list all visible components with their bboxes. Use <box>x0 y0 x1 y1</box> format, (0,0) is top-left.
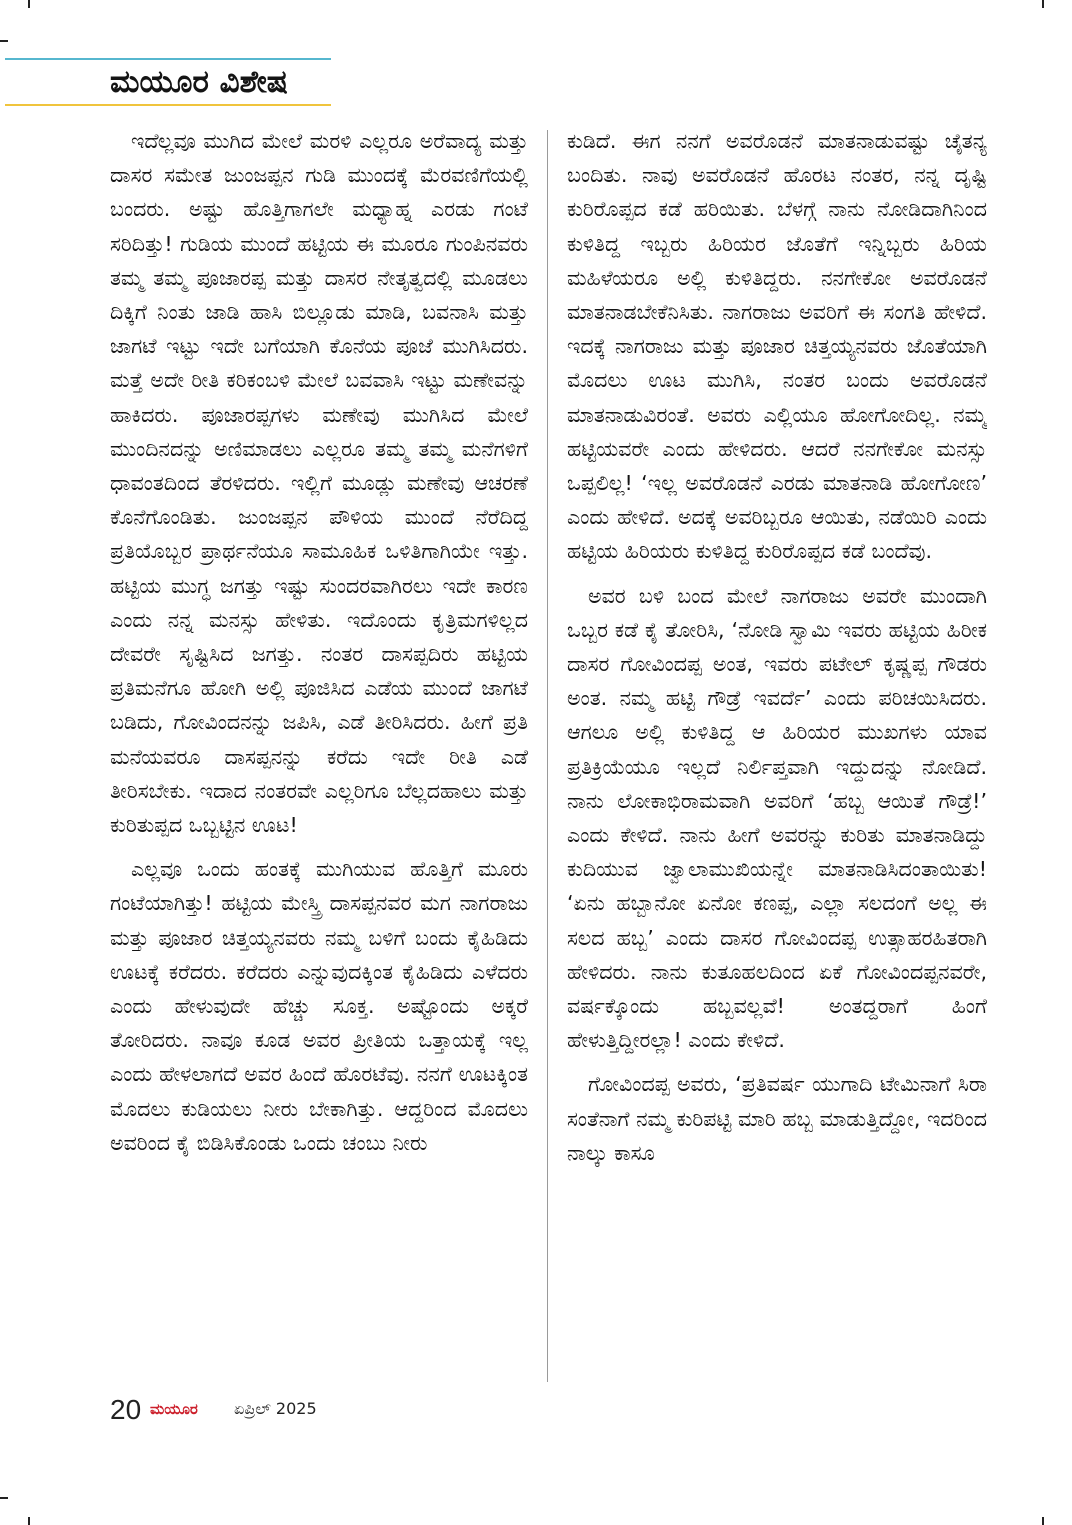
crop-mark-bottom-left <box>28 1517 30 1525</box>
article-column-left <box>110 124 528 1380</box>
crop-mark-left-lower <box>0 1497 8 1499</box>
header-rule-top <box>5 58 331 60</box>
page-number: 20 <box>110 1394 142 1425</box>
crop-mark-left-upper <box>0 40 8 42</box>
paragraph: ಗೋವಿಂದಪ್ಪ ಅವರು, ‘ಪ್ರತಿವರ್ಷ ಯುಗಾದಿ ಟೇಮಿನಾಗೆ ಸಿರಾ ಸಂತೆನಾಗೆ ನಮ್ಮ ಕುರಿಪಟ್ಟಿ ಮಾರಿ ಹಬ್ಬ ಮಾಡುತ್ತಿದ್ದೋ, ಇದರಿಂದ ನಾಲ್ಕು ಕಾಸೂ <box>567 1072 987 1165</box>
paragraph: ಕುಡಿದೆ. ಈಗ ನನಗೆ ಅವರೊಡನೆ ಮಾತನಾಡುವಷ್ಟು ಚೈತನ್ಯ ಬಂದಿತು. ನಾವು ಅವರೊಡನೆ ಹೊರಟ ನಂತರ, ನನ್ನ ದೃಷ್ಟಿ ಕುರಿರೊಪ್ಪದ ಕಡೆ ಹರಿಯಿತು. ಬೆಳಗ್ಗೆ ನಾನು ನೋಡಿದಾಗಿನಿಂದ ಕುಳಿತಿದ್ದ ಇಬ್ಬರು ಹಿರಿಯರ ಜೊತೆಗೆ ಇನ್ನಿಬ್ಬರು ಹಿರಿಯ ಮಹಿಳೆಯರೂ ಅಲ್ಲಿ ಕುಳಿತಿದ್ದರು. ನನಗೇಕೋ ಅವರೊಡನೆ ಮಾತನಾಡಬೇಕೆನಿಸಿತು. ನಾಗರಾಜು ಅವರಿಗೆ ಈ ಸಂಗತಿ ಹೇಳಿದೆ. ಇದಕ್ಕೆ ನಾಗರಾಜು ಮತ್ತು ಪೂಜಾರ ಚಿತ್ತಯ್ಯನವರು ಜೊತೆಯಾಗಿ ಮೊದಲು ಊಟ ಮುಗಿಸಿ, ನಂತರ ಬಂದು ಅವರೊಡನೆ ಮಾತನಾಡುವಿರಂತೆ. ಅವರು ಎಲ್ಲಿಯೂ ಹೋಗೋದಿಲ್ಲ. ನಮ್ಮ ಹಟ್ಟಿಯವರೇ ಎಂದು ಹೇಳಿದರು. ಆದರೆ ನನಗೇಕೋ ಮನಸ್ಸು ಒಪ್ಪಲಿಲ್ಲ! ‘ಇಲ್ಲ ಅವರೊಡನೆ ಎರಡು ಮಾತನಾಡಿ ಹೋಗೋಣ’ ಎಂದು ಹೇಳಿದೆ. ಅದಕ್ಕೆ ಅವರಿಬ್ಬರೂ ಆಯಿತು, ನಡೆಯಿರಿ ಎಂದು ಹಟ್ಟಿಯ ಹಿರಿಯರು ಕುಳಿತಿದ್ದ ಕುರಿರೊಪ್ಪದ ಕಡೆ ಬಂದೆವು. <box>567 129 987 564</box>
article-column-right <box>567 124 987 1380</box>
paragraph: ಇದೆಲ್ಲವೂ ಮುಗಿದ ಮೇಲೆ ಮರಳಿ ಎಲ್ಲರೂ ಅರೆವಾದ್ಯ ಮತ್ತು ದಾಸರ ಸಮೇತ ಜುಂಜಪ್ಪನ ಗುಡಿ ಮುಂದಕ್ಕೆ ಮೆರವಣಿಗೆಯಲ್ಲಿ ಬಂದರು. ಅಷ್ಟು ಹೊತ್ತಿಗಾಗಲೇ ಮಧ್ಯಾಹ್ನ ಎರಡು ಗಂಟೆ ಸರಿದಿತ್ತು! ಗುಡಿಯ ಮುಂದೆ ಹಟ್ಟಿಯ ಈ ಮೂರೂ ಗುಂಪಿನವರು ತಮ್ಮ ತಮ್ಮ ಪೂಜಾರಪ್ಪ ಮತ್ತು ದಾಸರ ನೇತೃತ್ವದಲ್ಲಿ ಮೂಡಲು ದಿಕ್ಕಿಗೆ ನಿಂತು ಜಾಡಿ ಹಾಸಿ ಬಿಲ್ಲೂಡು ಮಾಡಿ, ಬವನಾಸಿ ಮತ್ತು ಜಾಗಟೆ ಇಟ್ಟು ಇದೇ ಬಗೆಯಾಗಿ ಕೊನೆಯ ಪೂಜೆ ಮುಗಿಸಿದರು. ಮತ್ತೆ ಅದೇ ರೀತಿ ಕರಿಕಂಬಳಿ ಮೇಲೆ ಬವವಾಸಿ ಇಟ್ಟು ಮಣೇವನ್ನು ಹಾಕಿದರು. ಪೂಜಾರಪ್ಪಗಳು ಮಣೇವು ಮುಗಿಸಿದ ಮೇಲೆ ಮುಂದಿನದನ್ನು ಅಣಿಮಾಡಲು ಎಲ್ಲರೂ ತಮ್ಮ ತಮ್ಮ ಮನೆಗಳಿಗೆ ಧಾವಂತದಿಂದ ತೆರಳಿದರು. ಇಲ್ಲಿಗೆ ಮೂಡ್ಲು ಮಣೇವು ಆಚರಣೆ ಕೊನೆಗೊಂಡಿತು. ಜುಂಜಪ್ಪನ ಪೌಳಿಯ ಮುಂದೆ ನೆರೆದಿದ್ದ ಪ್ರತಿಯೊಬ್ಬರ ಪ್ರಾರ್ಥನೆಯೂ ಸಾಮೂಹಿಕ ಒಳಿತಿಗಾಗಿಯೇ ಇತ್ತು. ಹಟ್ಟಿಯ ಮುಗ್ಧ ಜಗತ್ತು ಇಷ್ಟು ಸುಂದರವಾಗಿರಲು ಇದೇ ಕಾರಣ ಎಂದು ನನ್ನ ಮನಸ್ಸು ಹೇಳಿತು. ಇದೊಂದು ಕೃತ್ರಿಮಗಳಿಲ್ಲದ ದೇವರೇ ಸೃಷ್ಟಿಸಿದ ಜಗತ್ತು. ನಂತರ ದಾಸಪ್ಪದಿರು ಹಟ್ಟಿಯ ಪ್ರತಿಮನೆಗೂ ಹೋಗಿ ಅಲ್ಲಿ ಪೂಜಿಸಿದ ಎಡೆಯ ಮುಂದೆ ಜಾಗಟೆ ಬಡಿದು, ಗೋವಿಂದನನ್ನು ಜಪಿಸಿ, ಎಡೆ ತೀರಿಸಿದರು. ಹೀಗೆ ಪ್ರತಿ ಮನೆಯವರೂ ದಾಸಪ್ಪನನ್ನು ಕರೆದು ಇದೇ ರೀತಿ ಎಡೆ ತೀರಿಸಬೇಕು. ಇದಾದ ನಂತರವೇ ಎಲ್ಲರಿಗೂ ಬೆಲ್ಲದಹಾಲು ಮತ್ತು ಕುರಿತುಪ್ಪದ ಒಬ್ಬಟ್ಟಿನ ಊಟ! <box>110 129 528 838</box>
paragraph: ಅವರ ಬಳಿ ಬಂದ ಮೇಲೆ ನಾಗರಾಜು ಅವರೇ ಮುಂದಾಗಿ ಒಬ್ಬರ ಕಡೆ ಕೈ ತೋರಿಸಿ, ‘ನೋಡಿ ಸ್ವಾಮಿ ಇವರು ಹಟ್ಟಿಯ ಹಿರೀಕ ದಾಸರ ಗೋವಿಂದಪ್ಪ ಅಂತ, ಇವರು ಪಟೇಲ್ ಕೃಷ್ಣಪ್ಪ ಗೌಡರು ಅಂತ. ನಮ್ಮ ಹಟ್ಟಿ ಗೌಡ್ರೆ ಇವರ್ದೆ’ ಎಂದು ಪರಿಚಯಿಸಿದರು. ಆಗಲೂ ಅಲ್ಲಿ ಕುಳಿತಿದ್ದ ಆ ಹಿರಿಯರ ಮುಖಗಳು ಯಾವ ಪ್ರತಿಕ್ರಿಯೆಯೂ ಇಲ್ಲದೆ ನಿರ್ಲಿಪ್ತವಾಗಿ ಇದ್ದುದನ್ನು ನೋಡಿದೆ. ನಾನು ಲೋಕಾಭಿರಾಮವಾಗಿ ಅವರಿಗೆ ‘ಹಬ್ಬ ಆಯಿತೆ ಗೌಡ್ರೆ!’ ಎಂದು ಕೇಳಿದೆ. ನಾನು ಹೀಗೆ ಅವರನ್ನು ಕುರಿತು ಮಾತನಾಡಿದ್ದು ಕುದಿಯುವ ಜ್ವಾಲಾಮುಖಿಯನ್ನೇ ಮಾತನಾಡಿಸಿದಂತಾಯಿತು! ‘ಏನು ಹಬ್ಬಾನೋ ಏನೋ ಕಣಪ್ಪ, ಎಲ್ಲಾ ಸಲದಂಗೆ ಅಲ್ಲ ಈ ಸಲದ ಹಬ್ಬ’ ಎಂದು ದಾಸರ ಗೋವಿಂದಪ್ಪ ಉತ್ಸಾಹರಹಿತರಾಗಿ ಹೇಳಿದರು. ನಾನು ಕುತೂಹಲದಿಂದ ಏಕೆ ಗೋವಿಂದಪ್ಪನವರೇ, ವರ್ಷಕ್ಕೊಂದು ಹಬ್ಬವಲ್ಲವೆ! ಅಂತದ್ದರಾಗೆ ಹಿಂಗೆ ಹೇಳುತ್ತಿದ್ದೀರಲ್ಲಾ! ಎಂದು ಕೇಳಿದೆ. <box>567 583 987 1053</box>
column-divider <box>547 130 548 1382</box>
section-header <box>0 58 335 108</box>
magazine-logo: ಮಯೂರ <box>150 1400 198 1418</box>
crop-mark-top-right <box>1042 0 1044 8</box>
paragraph: ಎಲ್ಲವೂ ಒಂದು ಹಂತಕ್ಕೆ ಮುಗಿಯುವ ಹೊತ್ತಿಗೆ ಮೂರು ಗಂಟೆಯಾಗಿತ್ತು! ಹಟ್ಟಿಯ ಮೇಸ್ತ್ರಿ ದಾಸಪ್ಪನವರ ಮಗ ನಾಗರಾಜು ಮತ್ತು ಪೂಜಾರ ಚಿತ್ತಯ್ಯನವರು ನಮ್ಮ ಬಳಿಗೆ ಬಂದು ಕೈಹಿಡಿದು ಊಟಕ್ಕೆ ಕರೆದರು. ಕರೆದರು ಎನ್ನುವುದಕ್ಕಿಂತ ಕೈಹಿಡಿದು ಎಳೆದರು ಎಂದು ಹೇಳುವುದೇ ಹೆಚ್ಚು ಸೂಕ್ತ. ಅಷ್ಟೊಂದು ಅಕ್ಕರೆ ತೋರಿದರು. ನಾವೂ ಕೂಡ ಅವರ ಪ್ರೀತಿಯ ಒತ್ತಾಯಕ್ಕೆ ಇಲ್ಲ ಎಂದು ಹೇಳಲಾಗದೆ ಅವರ ಹಿಂದೆ ಹೊರಟೆವು. ನನಗೆ ಊಟಕ್ಕಿಂತ ಮೊದಲು ಕುಡಿಯಲು ನೀರು ಬೇಕಾಗಿತ್ತು. ಆದ್ದರಿಂದ ಮೊದಲು ಅವರಿಂದ ಕೈ ಬಿಡಿಸಿಕೊಂಡು ಒಂದು ಚಂಬು ನೀರು <box>110 857 528 1155</box>
header-rule-bottom <box>5 104 331 106</box>
issue-date: ಏಪ್ರಿಲ್ 2025 <box>234 1399 317 1418</box>
crop-mark-top-left <box>28 0 30 8</box>
crop-mark-bottom-right <box>1042 1517 1044 1525</box>
section-title: ಮಯೂರ ವಿಶೇಷ <box>110 64 288 100</box>
